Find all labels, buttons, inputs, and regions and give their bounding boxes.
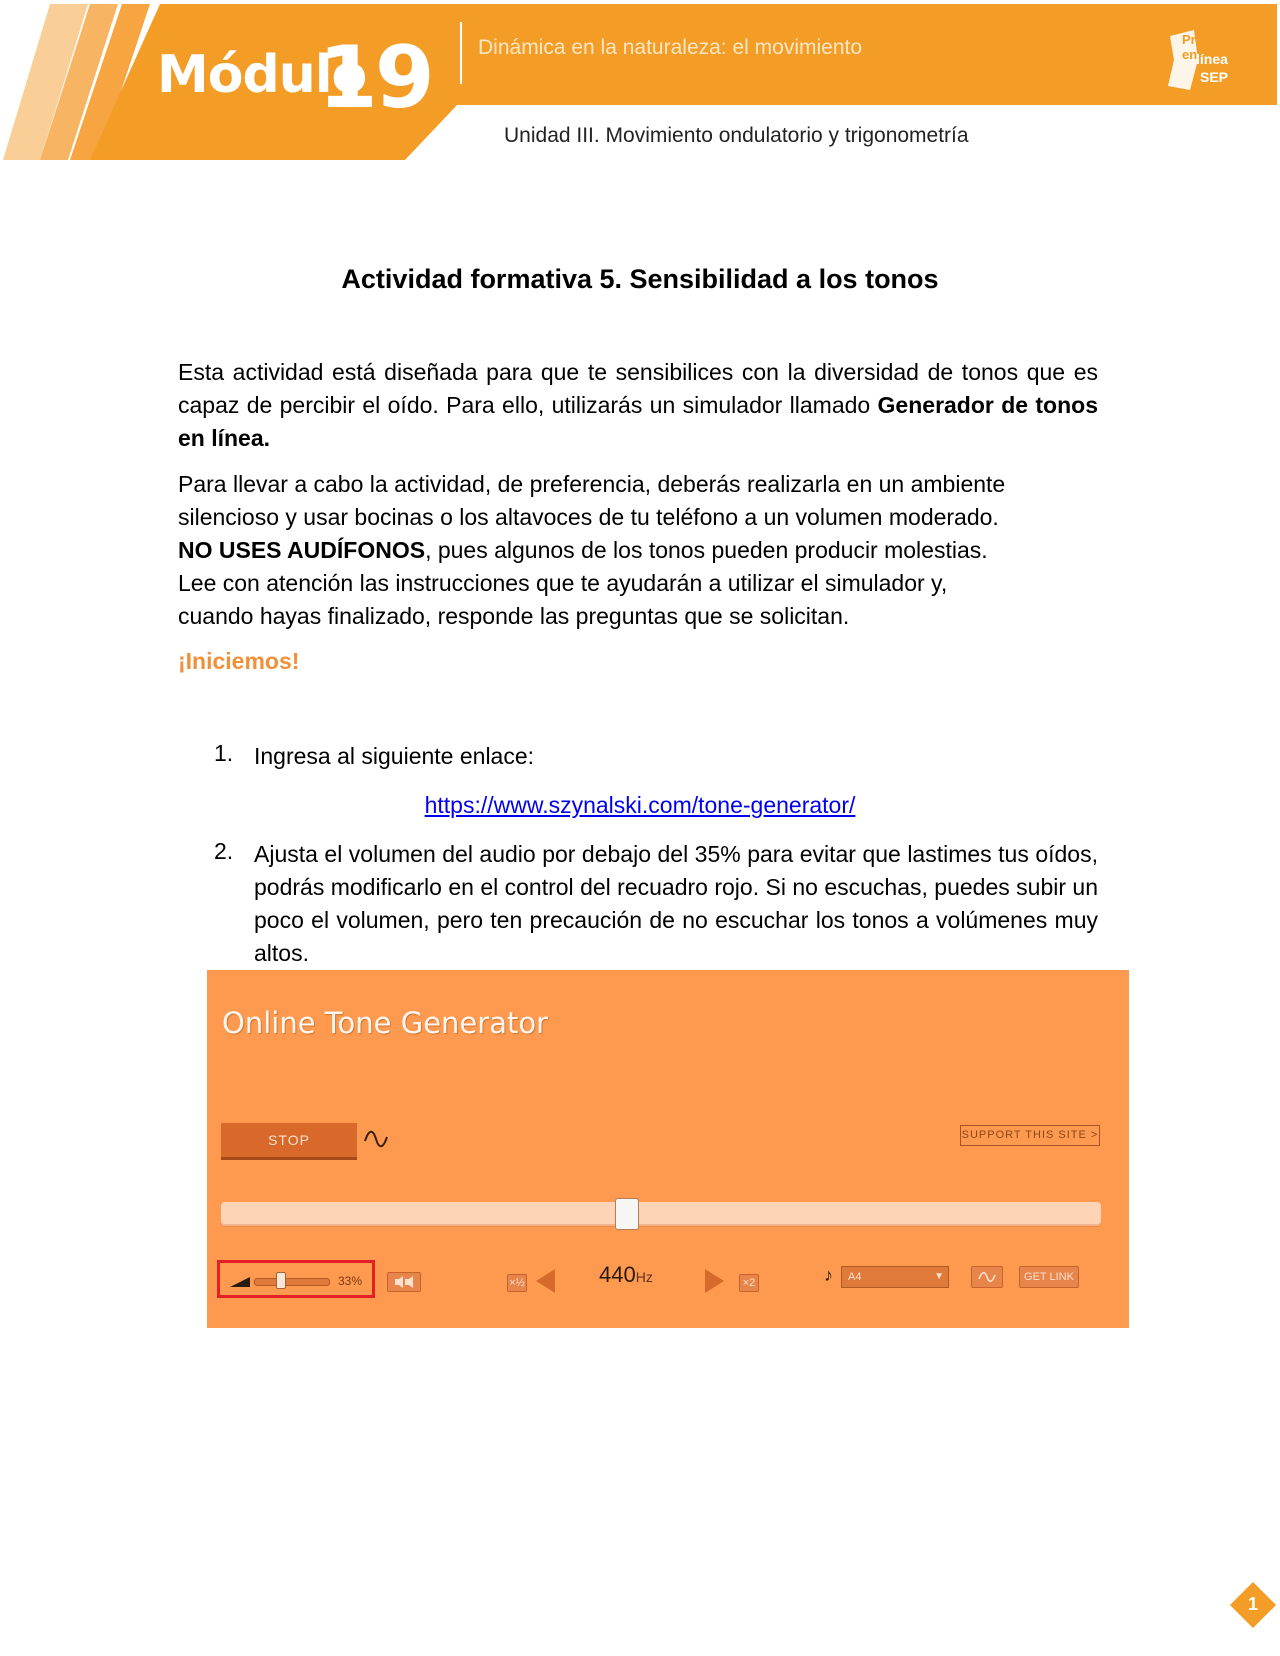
step-number: 1. — [214, 740, 234, 766]
tone-generator-title: Online Tone Generator — [222, 1006, 548, 1040]
header-divider — [460, 22, 462, 84]
get-link-button[interactable]: GET LINK — [1019, 1266, 1079, 1288]
half-frequency-button[interactable]: ×½ — [507, 1274, 527, 1292]
instructions-line: Para llevar a cabo la actividad, de preferencia, deberás realizarla en un ambiente — [178, 471, 1006, 497]
step-text: Ajusta el volumen del audio por debajo del 35% para evitar que lastimes tus oídos, podrás modificarlo en el control del recuadro rojo. Si no escuchas, puedes subir un poco el volumen, pero ten precaución de no escuchar los tonos a volúmenes muy altos. — [254, 841, 1098, 966]
frequency-unit: Hz — [635, 1269, 653, 1285]
lets-start-heading: ¡Iniciemos! — [178, 648, 300, 674]
dropdown-arrow-icon: ▼ — [934, 1271, 944, 1282]
note-select[interactable] — [841, 1266, 949, 1288]
instructions-line — [178, 534, 1098, 567]
page-header — [0, 0, 1280, 170]
frequency-display — [599, 1262, 653, 1288]
logo-text: SEP — [1200, 69, 1229, 85]
step-number: 2. — [214, 838, 234, 864]
page-number: 1 — [1247, 1594, 1258, 1614]
frequency-slider[interactable] — [221, 1202, 1101, 1226]
decrease-frequency-icon[interactable] — [535, 1268, 557, 1294]
support-site-button[interactable]: SUPPORT THIS SITE > — [960, 1125, 1100, 1146]
frequency-value: 440 — [599, 1262, 636, 1287]
speaker-balance-icon — [389, 1273, 419, 1291]
page-number-badge — [1228, 1580, 1278, 1630]
volume-slider-handle[interactable] — [276, 1272, 286, 1289]
module-label: Módulo — [157, 45, 367, 105]
sine-wave-icon[interactable] — [363, 1129, 389, 1149]
stop-button[interactable]: STOP — [221, 1123, 357, 1157]
logo-text: Prepa en — [1182, 32, 1219, 62]
balance-button[interactable] — [387, 1272, 421, 1292]
instructions-line: cuando hayas finalizado, responde las preguntas que se solicitan. — [178, 603, 850, 629]
step-text: Ingresa al siguiente enlace: — [254, 743, 535, 769]
activity-title: Actividad formativa 5. Sensibilidad a los tonos — [341, 264, 939, 294]
simulator-name: Generador de tonos en línea. — [178, 392, 1098, 451]
wave-icon — [978, 1270, 996, 1284]
tone-generator-screenshot — [207, 970, 1129, 1328]
increase-frequency-icon[interactable] — [703, 1268, 725, 1294]
module-number: 19 — [318, 28, 432, 128]
intro-text: Esta actividad está diseñada para que te sensibilices con la diversidad de tonos que es capaz de percibir el oído. Para ello, utilizarás un simulador llamado — [178, 359, 1098, 418]
volume-percent: 33% — [338, 1274, 363, 1288]
warning-rest: , pues algunos de los tonos pueden producir molestias. — [425, 537, 988, 563]
warning-text: NO USES AUDÍFONOS — [178, 537, 426, 563]
volume-control-highlight — [217, 1260, 375, 1298]
unit-title: Unidad III. Movimiento ondulatorio y trigonometría — [504, 124, 969, 147]
prepa-en-linea-logo — [1160, 24, 1230, 94]
music-note-icon: ♪ — [824, 1265, 833, 1285]
instructions-line: Lee con atención las instrucciones que te ayudarán a utilizar el simulador y, — [178, 570, 948, 596]
instructions-paragraph — [178, 468, 1098, 633]
instructions-line: silencioso y usar bocinas o los altavoces de tu teléfono a un volumen moderado. — [178, 504, 999, 530]
volume-slider[interactable] — [254, 1278, 330, 1286]
waveform-button[interactable] — [971, 1266, 1003, 1288]
intro-paragraph — [178, 356, 1098, 455]
double-frequency-button[interactable]: ×2 — [739, 1274, 759, 1292]
course-title: Dinámica en la naturaleza: el movimiento — [478, 36, 863, 59]
tone-generator-link[interactable]: https://www.szynalski.com/tone-generator/ — [424, 792, 856, 818]
logo-text: línea — [1196, 51, 1228, 67]
frequency-slider-handle[interactable] — [615, 1198, 639, 1230]
note-select-value: A4 — [848, 1271, 862, 1283]
volume-icon — [230, 1277, 250, 1287]
